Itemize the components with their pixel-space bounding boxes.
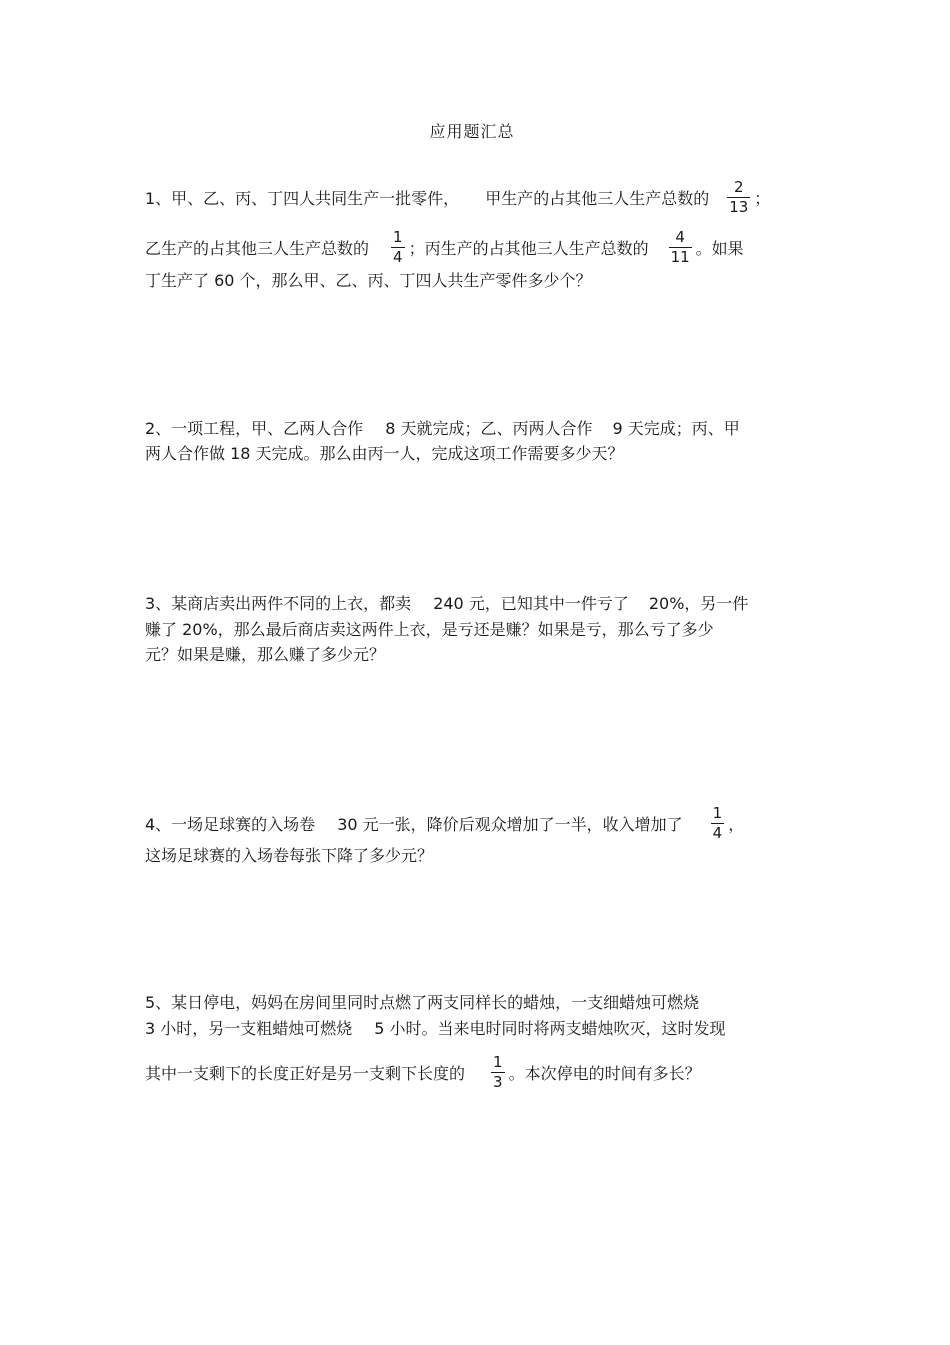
q2-line-1 xyxy=(145,419,740,439)
q3-line-2: 赚了 20%，那么最后商店卖这两件上衣，是亏还是赚？如果是亏，那么亏了多少 xyxy=(145,620,714,639)
fraction xyxy=(491,1053,505,1092)
q2-text: 9 天完成；丙、甲 xyxy=(612,419,740,438)
q5-line-2 xyxy=(145,1019,726,1039)
q1-line-1 xyxy=(145,180,770,219)
fraction-denominator: 4 xyxy=(712,824,723,842)
fraction-numerator: 1 xyxy=(393,228,403,246)
q1-text: 1、甲、乙、丙、丁四人共同生产一批零件， xyxy=(145,189,460,208)
q3-text: 3、某商店卖出两件不同的上衣，都卖 xyxy=(145,594,412,613)
fraction-denominator: 13 xyxy=(729,198,749,216)
q1-line-2 xyxy=(145,230,744,269)
q4-text: 30 元一张，降价后观众增加了一半，收入增加了 xyxy=(337,815,683,834)
fraction xyxy=(669,228,692,267)
q4-text: ， xyxy=(728,815,745,834)
page-title: 应用题汇总 xyxy=(429,122,515,141)
q5-line-3 xyxy=(145,1055,701,1094)
q3-line-1 xyxy=(145,594,748,614)
q3-text: 20%，另一件 xyxy=(648,594,749,613)
q2-line-2: 两人合作做 18 天完成。那么由丙一人，完成这项工作需要多少天？ xyxy=(145,444,624,463)
q1-text: 甲生产的占其他三人生产总数的 xyxy=(485,189,710,208)
q1-line-3: 丁生产了 60 个，那么甲、乙、丙、丁四人共生产零件多少个？ xyxy=(145,271,592,290)
fraction xyxy=(727,178,750,217)
q3-line-3: 元？如果是赚，那么赚了多少元？ xyxy=(145,645,386,664)
fraction-denominator: 3 xyxy=(493,1073,503,1091)
fraction xyxy=(391,228,405,267)
q1-text: 乙生产的占其他三人生产总数的 xyxy=(145,239,370,258)
q2-text: 8 天就完成；乙、丙两人合作 xyxy=(385,419,593,438)
q5-text: 。本次停电的时间有多长？ xyxy=(508,1064,701,1083)
q5-text: 5 小时。当来电时同时将两支蜡烛吹灭，这时发现 xyxy=(374,1019,726,1038)
q1-text: ； xyxy=(754,189,771,208)
fraction-denominator: 11 xyxy=(670,248,690,266)
q5-text: 3 小时，另一支粗蜡烛可燃烧 xyxy=(145,1019,353,1038)
fraction-numerator: 1 xyxy=(493,1053,503,1071)
q4-text: 4、一场足球赛的入场卷 xyxy=(145,815,316,834)
q4-line-1 xyxy=(145,806,744,845)
q2-text: 2、一项工程，甲、乙两人合作 xyxy=(145,419,364,438)
q5-line-1: 5、某日停电，妈妈在房间里同时点燃了两支同样长的蜡烛，一支细蜡烛可燃烧 xyxy=(145,993,700,1012)
q1-text: ；丙生产的占其他三人生产总数的 xyxy=(408,239,649,258)
q3-text: 240 元，已知其中一件亏了 xyxy=(433,594,629,613)
q5-text: 其中一支剩下的长度正好是另一支剩下长度的 xyxy=(145,1064,466,1083)
fraction-numerator: 4 xyxy=(669,228,692,248)
fraction-numerator: 2 xyxy=(727,178,750,198)
q4-line-2: 这场足球赛的入场卷每张下降了多少元？ xyxy=(145,846,434,865)
q1-text: 。如果 xyxy=(695,239,744,258)
fraction xyxy=(711,804,725,843)
fraction-denominator: 4 xyxy=(393,248,403,266)
fraction-numerator: 1 xyxy=(712,804,723,822)
